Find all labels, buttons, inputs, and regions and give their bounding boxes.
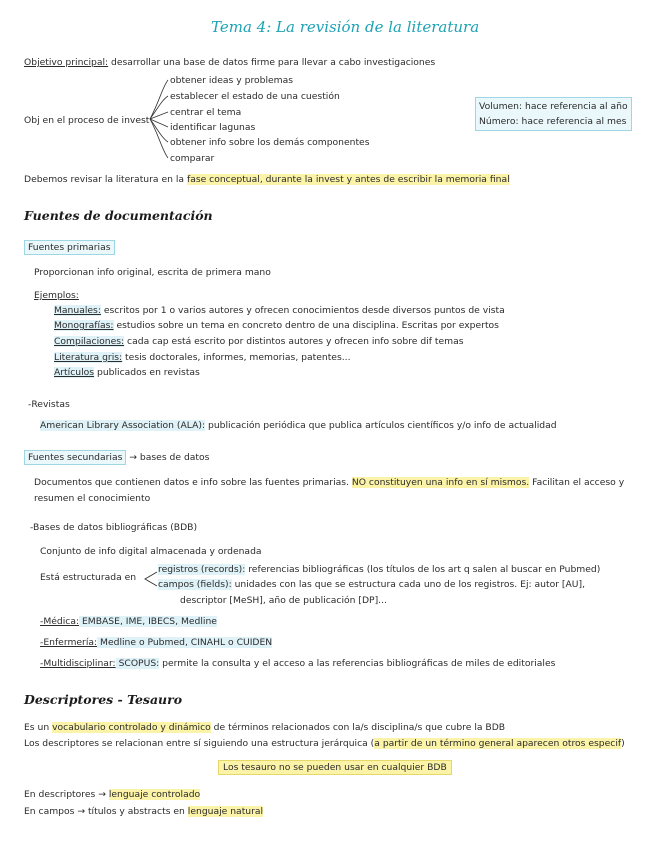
obj-process-label: Obj en el proceso de invest (24, 115, 150, 126)
multidisciplinar-line: -Multidisciplinar: SCOPUS: permite la consulta y el acceso a las referencias bibliográficas de miles de editoriales (40, 658, 556, 669)
obj-item: identificar lagunas (170, 122, 256, 133)
obj-item: obtener ideas y problemas (170, 75, 294, 86)
example-item: Manuales: escritos por 1 o varios autores y ofrecen conocimientos desde diversos puntos de vista (54, 305, 505, 316)
desc-line-2: Los descriptores se relacionan entre sí siguiendo una estructura jerárquica (a partir de un término general aparecen otros especif) (24, 738, 625, 749)
volume-number-box (475, 97, 632, 131)
medica-line: -Médica: EMBASE, IME, IBECS, Medline (40, 616, 217, 627)
obj-item: obtener info sobre los demás componentes (170, 137, 370, 148)
objective-label: Objetivo principal: (24, 57, 109, 68)
objective-text: desarrollar una base de datos firme para llevar a cabo investigaciones (108, 57, 436, 68)
secondary-desc: Documentos que contienen datos e info sobre las fuentes primarias. NO constituyen una info en sí mismos. Facilitan el acceso y (34, 477, 625, 488)
volume-note: Volumen: hace referencia al año (479, 101, 628, 112)
secondary-desc-2: resumen el conocimiento (34, 493, 151, 504)
desc-line-4: En campos → títulos y abstracts en lenguaje natural (24, 806, 264, 817)
example-item: Literatura gris: tesis doctorales, informes, memorias, patentes... (54, 352, 351, 363)
number-note: Número: hace referencia al mes (479, 116, 627, 127)
section-heading-descriptores: Descriptores - Tesauro (24, 692, 183, 707)
example-item: Compilaciones: cada cap está escrito por distintos autores y ofrecen info sobre dif temas (54, 336, 464, 347)
desc-line-1: Es un vocabulario controlado y dinámico de términos relacionados con la/s disciplina/s que cubre la BDB (24, 722, 506, 733)
obj-item: comparar (170, 153, 215, 164)
fields-line-2: descriptor [MeSH], año de publicación [DP]... (180, 595, 387, 606)
section-heading-fuentes: Fuentes de documentación (24, 208, 213, 223)
secondary-sources-line (24, 452, 209, 463)
review-line (24, 174, 510, 185)
review-highlight: fase conceptual, durante la invest y antes de escribir la memoria final (186, 174, 510, 185)
example-item: Artículos publicados en revistas (54, 367, 200, 378)
obj-item: establecer el estado de una cuestión (170, 91, 340, 102)
revistas-label: -Revistas (28, 399, 70, 410)
ala-line: American Library Association (ALA): publicación periódica que publica artículos científicos y/o info de actualidad (40, 420, 557, 431)
secondary-sources-label: Fuentes secundarias (24, 450, 126, 465)
fields-line: campos (fields): unidades con las que se estructura cada uno de los registros. Ej: autor [AU], (158, 579, 585, 590)
review-text: Debemos revisar la literatura en la (24, 174, 187, 185)
tesauro-box: Los tesauro no se pueden usar en cualquier BDB (218, 760, 452, 775)
records-line: registros (records): referencias bibliográficas (los títulos de los art q salen al buscar en Pubmed) (158, 564, 601, 575)
bdb-label: -Bases de datos bibliográficas (BDB) (30, 522, 198, 533)
secondary-arrow: → bases de datos (126, 452, 210, 463)
enfermeria-line: -Enfermería: Medline o Pubmed, CINAHL o CUIDEN (40, 637, 273, 648)
page-title: Tema 4: La revisión de la literatura (211, 18, 480, 36)
primary-desc: Proporcionan info original, escrita de primera mano (34, 267, 271, 278)
desc-line-3: En descriptores → lenguaje controlado (24, 789, 201, 800)
primary-sources-label: Fuentes primarias (24, 240, 115, 255)
struct-label: Está estructurada en (40, 572, 137, 583)
bdb-desc: Conjunto de info digital almacenada y ordenada (40, 546, 262, 557)
examples-label: Ejemplos: (34, 290, 79, 301)
example-item: Monografías: estudios sobre un tema en concreto dentro de una disciplina. Escritas por expertos (54, 320, 499, 331)
obj-item: centrar el tema (170, 107, 242, 118)
